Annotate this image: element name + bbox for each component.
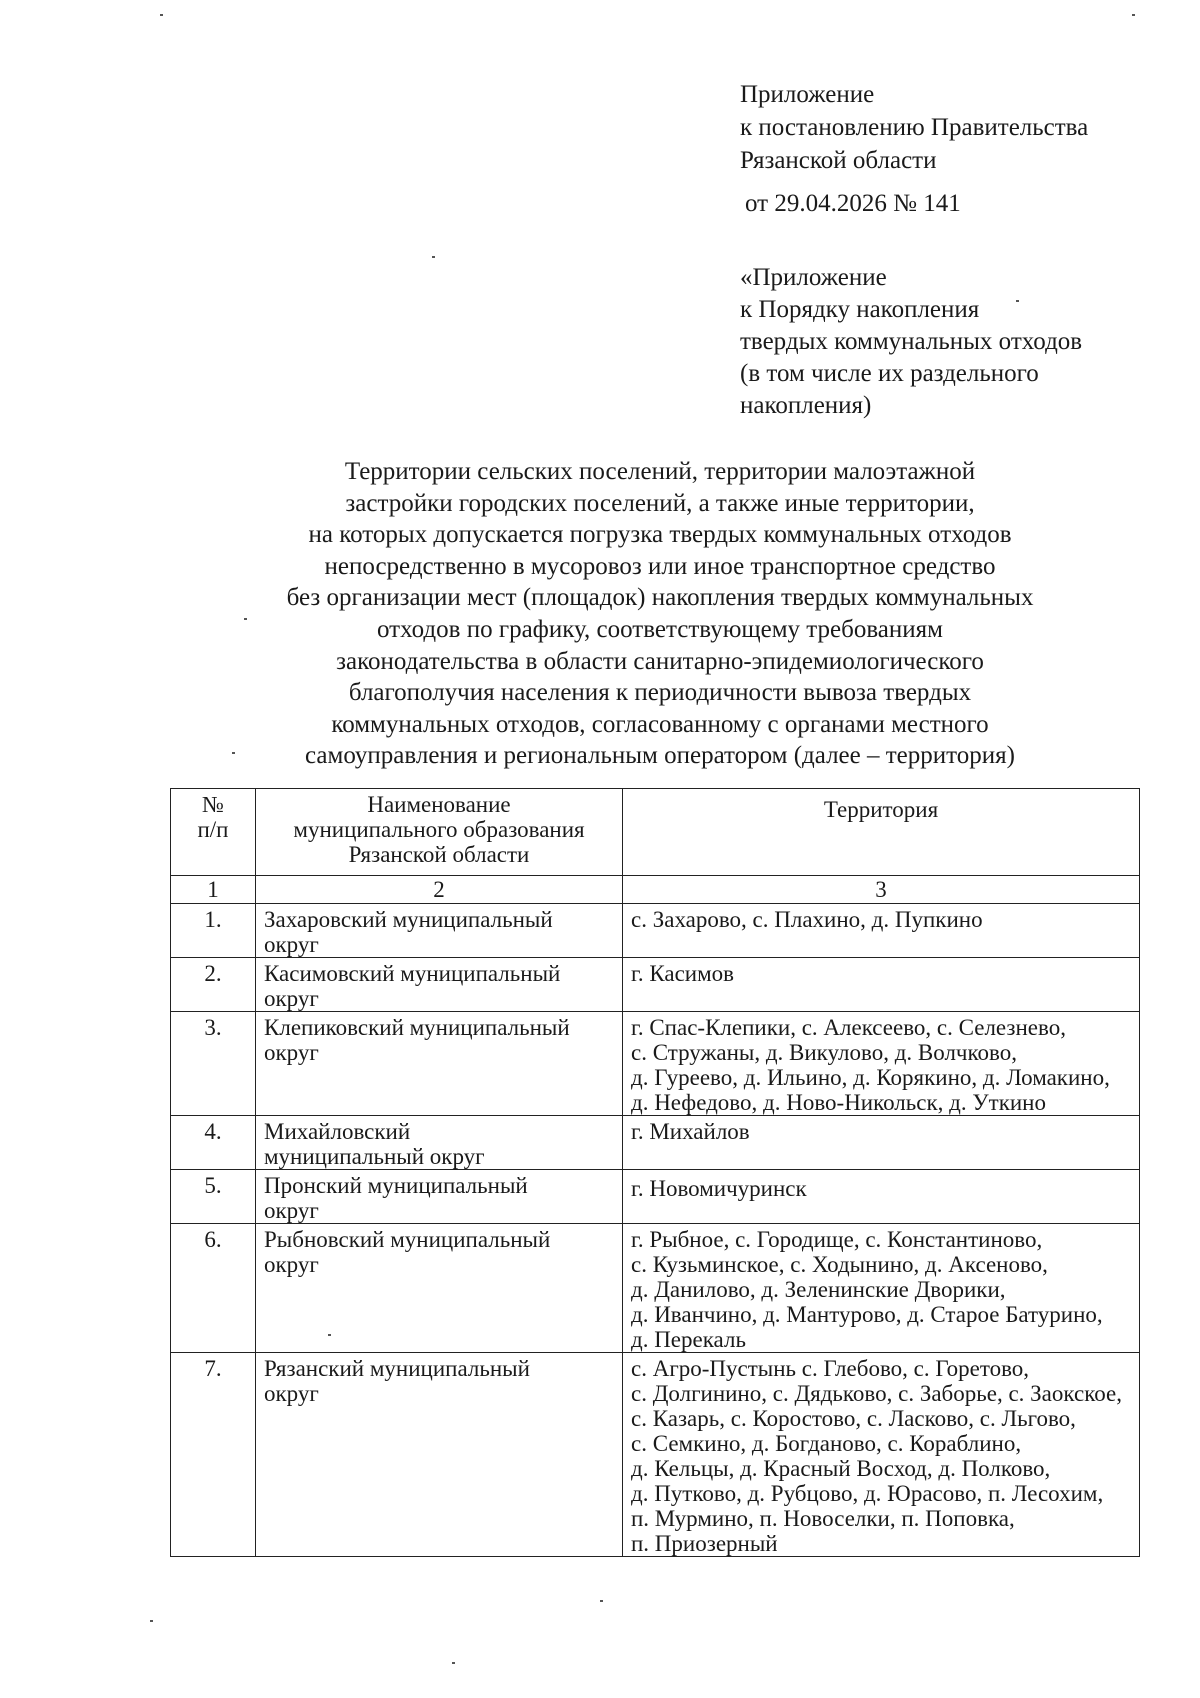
territory-line: с. Долгинино, с. Дядьково, с. Заборье, с. Заокское,	[631, 1381, 1122, 1406]
column-index: 2	[256, 876, 623, 904]
header-number-line: п/п	[197, 817, 229, 842]
territory-line: с. Захарово, с. Плахино, д. Пупкино	[631, 907, 983, 932]
heading-line: коммунальных отходов, согласованному с органами местного	[331, 710, 989, 738]
territory-line: с. Семкино, д. Богданово, с. Кораблино,	[631, 1431, 1022, 1456]
municipality-line: Рязанский муниципальный	[264, 1356, 530, 1381]
row-number: 1.	[171, 904, 256, 958]
heading-line: отходов по графику, соответствующему требованиям	[377, 615, 943, 643]
column-index: 3	[623, 876, 1140, 904]
municipality-line: округ	[264, 1252, 319, 1277]
territory-line: с. Агро-Пустынь с. Глебово, с. Горетово,	[631, 1356, 1030, 1381]
municipality-cell	[256, 1224, 623, 1353]
municipality-cell	[256, 1012, 623, 1116]
row-number: 6.	[171, 1224, 256, 1353]
territory-cell	[623, 1224, 1140, 1353]
scan-speck	[432, 256, 435, 258]
heading-line: на которых допускается погрузка твердых коммунальных отходов	[308, 521, 1012, 549]
municipality-line: Рыбновский муниципальный	[264, 1227, 551, 1252]
municipality-cell	[256, 1353, 623, 1557]
table-row	[171, 1224, 1140, 1353]
heading-line: самоуправления и региональным оператором (далее – территория)	[305, 742, 1015, 770]
header-municipality-line: Наименование	[367, 792, 511, 817]
territory-cell	[623, 1170, 1140, 1224]
header-territory-label: Территория	[823, 797, 939, 822]
appendix-line: Рязанской области	[740, 147, 937, 174]
order-appendix-block	[740, 262, 1180, 422]
territory-line: г. Новомичуринск	[631, 1176, 807, 1201]
territory-line: с. Казарь, с. Коростово, с. Ласково, с. Льгово,	[631, 1406, 1076, 1431]
territory-line: с. Стружаны, д. Викулово, д. Волчково,	[631, 1040, 1017, 1065]
table-row	[171, 958, 1140, 1012]
heading-line: без организации мест (площадок) накопления твердых коммунальных	[286, 584, 1034, 612]
municipality-line: округ	[264, 932, 319, 957]
table-header-row	[171, 789, 1140, 876]
territory-line: д. Иванчино, д. Мантурово, д. Старое Батурино,	[631, 1302, 1103, 1327]
order-appendix-line: «Приложение	[740, 264, 887, 291]
territory-line: г. Спас-Клепики, с. Алексеево, с. Селезнево,	[631, 1015, 1066, 1040]
territories-table	[170, 788, 1140, 1557]
territory-line: п. Приозерный	[631, 1531, 778, 1556]
municipality-line: округ	[264, 1040, 319, 1065]
territory-cell	[623, 904, 1140, 958]
territory-line: д. Перекаль	[631, 1327, 746, 1352]
municipality-line: округ	[264, 1198, 319, 1223]
header-municipality-line: Рязанской области	[348, 842, 530, 867]
municipality-line: округ	[264, 986, 319, 1011]
scan-speck	[1016, 300, 1019, 302]
scan-speck	[150, 1620, 153, 1622]
order-appendix-line: накопления)	[740, 392, 872, 419]
appendix-line: Приложение	[740, 81, 875, 108]
table-row	[171, 1116, 1140, 1170]
territory-line: д. Нефедово, д. Ново-Никольск, д. Уткино	[631, 1090, 1046, 1115]
row-number: 2.	[171, 958, 256, 1012]
municipality-line: Захаровский муниципальный	[264, 907, 553, 932]
heading-line: законодательства в области санитарно-эпидемиологического	[336, 647, 984, 675]
territory-cell	[623, 958, 1140, 1012]
municipality-cell	[256, 1170, 623, 1224]
table-row	[171, 1170, 1140, 1224]
row-number: 5.	[171, 1170, 256, 1224]
territory-line: п. Мурмино, п. Новоселки, п. Поповка,	[631, 1506, 1015, 1531]
territory-line: д. Данилово, д. Зеленинские Дворики,	[631, 1277, 1006, 1302]
scan-speck	[1132, 14, 1135, 16]
heading-line: непосредственно в мусоровоз или иное транспортное средство	[324, 552, 996, 580]
appendix-block	[740, 78, 1180, 220]
territory-line: с. Кузьминское, с. Ходынино, д. Аксеново,	[631, 1252, 1048, 1277]
municipality-cell	[256, 958, 623, 1012]
scan-speck	[328, 1334, 331, 1336]
document-heading	[160, 456, 1160, 772]
row-number: 3.	[171, 1012, 256, 1116]
municipality-line: округ	[264, 1381, 319, 1406]
territory-line: д. Гуреево, д. Ильино, д. Корякино, д. Ломакино,	[631, 1065, 1110, 1090]
heading-line: Территории сельских поселений, территории малоэтажной	[344, 458, 976, 485]
heading-line: благополучия населения к периодичности вывоза твердых	[348, 679, 972, 707]
territory-cell	[623, 1012, 1140, 1116]
appendix-line: к постановлению Правительства	[740, 114, 1089, 141]
header-number	[171, 789, 256, 876]
territory-line: г. Касимов	[631, 961, 735, 986]
table-row	[171, 904, 1140, 958]
scan-speck	[232, 752, 235, 754]
header-municipality-line: муниципального образования	[293, 817, 585, 842]
order-appendix-line: (в том числе их раздельного	[740, 360, 1039, 387]
municipality-line: Михайловский	[264, 1119, 411, 1144]
territory-cell	[623, 1353, 1140, 1557]
territory-line: д. Путково, д. Рубцово, д. Юрасово, п. Лесохим,	[631, 1481, 1104, 1506]
scan-speck	[452, 1662, 455, 1664]
municipality-cell	[256, 904, 623, 958]
order-appendix-line: твердых коммунальных отходов	[740, 328, 1083, 355]
table-row	[171, 1012, 1140, 1116]
municipality-line: Клепиковский муниципальный	[264, 1015, 570, 1040]
territory-cell	[623, 1116, 1140, 1170]
row-number: 4.	[171, 1116, 256, 1170]
column-index-row	[171, 876, 1140, 904]
table-row	[171, 1353, 1140, 1557]
order-appendix-line: к Порядку накопления	[740, 296, 980, 323]
municipality-line: Пронский муниципальный	[264, 1173, 528, 1198]
municipality-line: Касимовский муниципальный	[264, 961, 561, 986]
territory-line: г. Рыбное, с. Городище, с. Константиново,	[631, 1227, 1043, 1252]
scan-speck	[244, 618, 247, 620]
territory-line: г. Михайлов	[631, 1119, 750, 1144]
resolution-date: от 29.04.2026 № 141	[745, 190, 961, 217]
column-index: 1	[171, 876, 256, 904]
header-territory	[623, 789, 1140, 876]
row-number: 7.	[171, 1353, 256, 1557]
territory-line: д. Кельцы, д. Красный Восход, д. Полково,	[631, 1456, 1051, 1481]
header-municipality	[256, 789, 623, 876]
scan-speck	[160, 14, 163, 16]
municipality-cell	[256, 1116, 623, 1170]
scan-speck	[600, 1600, 603, 1602]
heading-line: застройки городских поселений, а также иные территории,	[345, 489, 975, 517]
header-number-line: №	[202, 792, 224, 817]
municipality-line: муниципальный округ	[264, 1144, 485, 1169]
